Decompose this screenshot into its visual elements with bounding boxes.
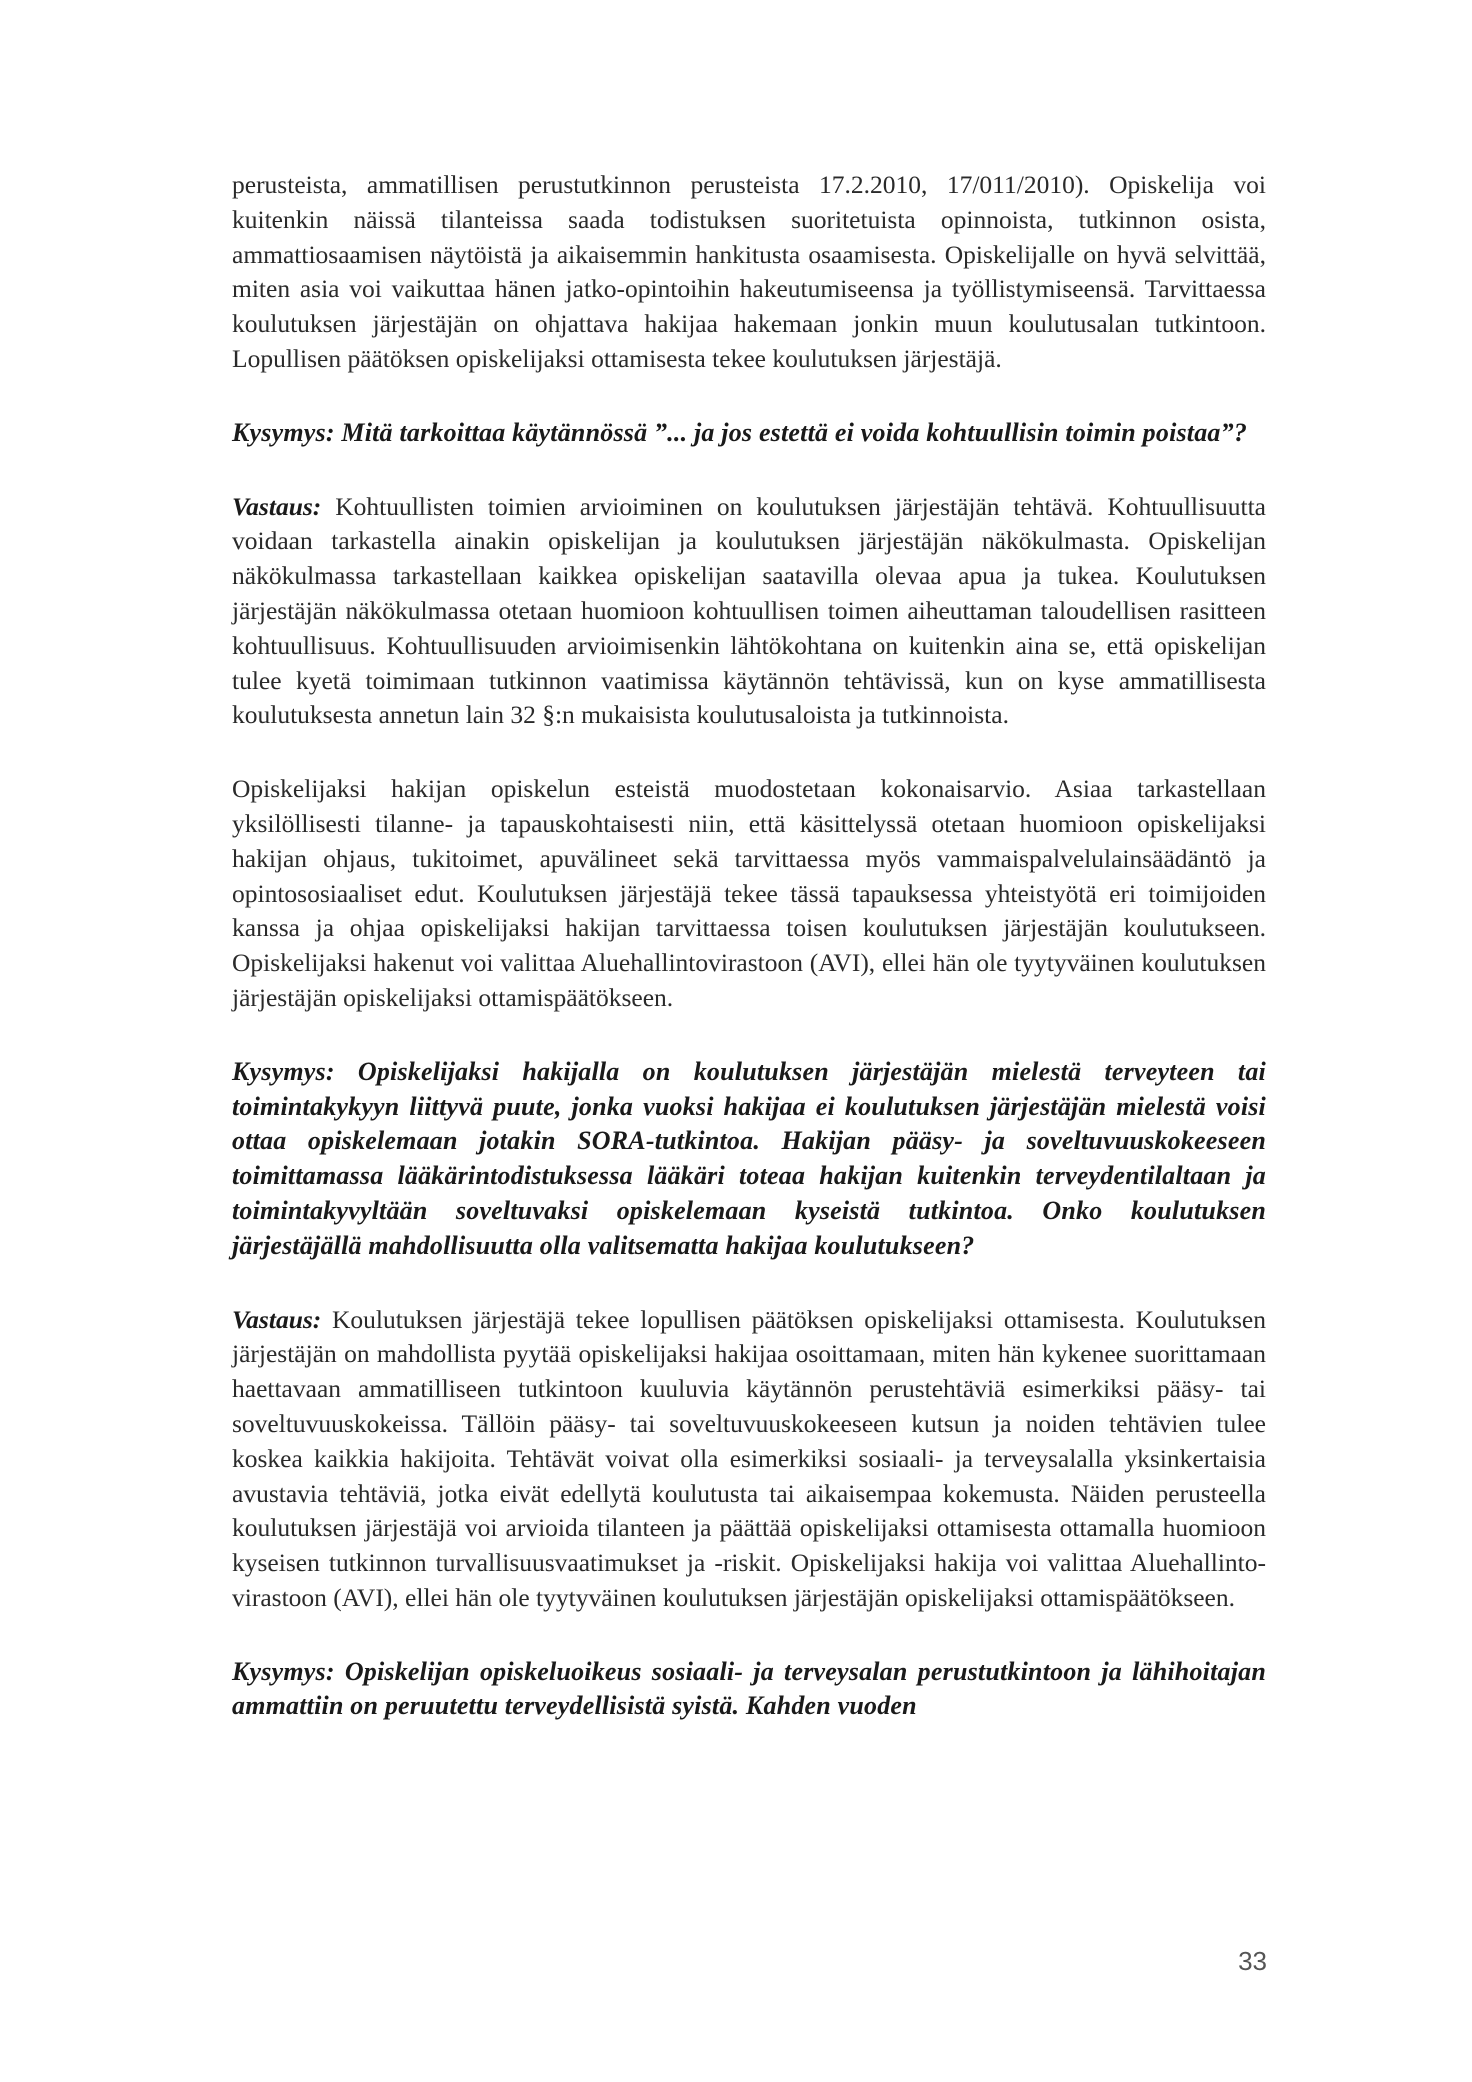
question-1 — [232, 416, 1266, 451]
paragraph-intro — [232, 168, 1266, 377]
question-3 — [232, 1655, 1266, 1725]
answer-label: Vastaus: — [232, 491, 322, 521]
paragraph-assessment — [232, 772, 1266, 1016]
question-text: Kysymys: Opiskelijan opiskeluoikeus sosiaali- ja terveysalan perustutkintoon ja lähihoitajan ammattiin on peruutettu terveydellisistä syistä. Kahden vuoden — [232, 1656, 1266, 1721]
answer-1 — [232, 490, 1266, 734]
answer-text: Koulutuksen järjestäjä tekee lopullisen päätöksen opiskelijaksi ottamisesta. Koulutuksen järjestäjän on mahdollista pyytää opiskelijaksi hakijaa osoittamaan, miten hän kykenee suorittamaan haettavaan ammatilliseen tutkintoon kuuluvia käytännön perustehtäviä esimerkiksi pääsy- tai soveltuvuuskokeissa. Tällöin pääsy- tai soveltuvuuskokeeseen kutsun ja noiden tehtävien tulee koskea kaikkia hakijoita. Tehtävät voivat olla esimerkiksi sosiaali- ja terveysalalla yksinkertaisia avustavia tehtäviä, jotka eivät edellytä koulutusta tai aikaisempaa kokemusta. Näiden perusteella koulutuksen järjestäjä voi arvioida tilanteen ja päättää opiskelijaksi ottamisesta ottamalla huomioon kyseisen tutkinnon turvallisuusvaatimukset ja -riskit. Opiskelijaksi hakija voi valittaa Aluehallintovirastoon (AVI), ellei hän ole tyytyväinen koulutuksen järjestäjän opiskelijaksi ottamispäätökseen. — [232, 1304, 1266, 1612]
question-2 — [232, 1055, 1266, 1264]
question-text: Kysymys: Mitä tarkoittaa käytännössä ”... ja jos estettä ei voida kohtuullisin toimin poistaa”? — [232, 417, 1248, 447]
page-number: 33 — [1238, 1946, 1267, 1976]
paragraph-text: Opiskelijaksi hakijan opiskelun esteistä muodostetaan kokonaisarvio. Asiaa tarkastellaan yksilöllisesti tilanne- ja tapauskohtaisesti niin, että käsittelyssä otetaan huomioon opiskelijaksi hakijan ohjaus, tukitoimet, apuvälineet sekä tarvittaessa myös vammaispalvelulainsäädäntö ja opintososiaaliset edut. Koulutuksen järjestäjä tekee tässä tapauksessa yhteistyötä eri toimijoiden kanssa ja ohjaa opiskelijaksi hakijan tarvittaessa toisen koulutuksen järjestäjän koulutukseen. Opiskelijaksi hakenut voi valittaa Aluehallintovirastoon (AVI), ellei hän ole tyytyväinen koulutuksen järjestäjän opiskelijaksi ottamispäätökseen. — [232, 774, 1266, 1012]
main-text — [232, 168, 1266, 1763]
paragraph-text: perusteista, ammatillisen perustutkinnon perusteista 17.2.2010, 17/011/2010). Opiskelija voi kuitenkin näissä tilanteissa saada todistuksen suoritetuista opinnoista, tutkinnon osista, ammattiosaamisen näytöistä ja aikaisemmin hankitusta osaamisesta. Opiskelijalle on hyvä selvittää, miten asia voi vaikuttaa hänen jatko-opintoihin hakeutumiseensa ja työllistymiseensä. Tarvittaessa koulutuksen järjestäjän on ohjattava hakijaa hakemaan jonkin muun koulutusalan tutkintoon. Lopullisen päätöksen opiskelijaksi ottamisesta tekee koulutuksen järjestäjä. — [232, 170, 1266, 373]
answer-2 — [232, 1303, 1266, 1616]
answer-text: Kohtuullisten toimien arvioiminen on koulutuksen järjestäjän tehtävä. Kohtuullisuutta voidaan tarkastella ainakin opiskelijan ja koulutuksen järjestäjän näkökulmasta. Opiskelijan näkökulmassa tarkastellaan kaikkea opiskelijan saatavilla olevaa apua ja tukea. Koulutuksen järjestäjän näkökulmassa otetaan huomioon kohtuullisen toimen aiheuttaman taloudellisen rasitteen kohtuullisuus. Kohtuullisuuden arvioimisenkin lähtökohtana on kuitenkin aina se, että opiskelijan tulee kyetä toimimaan tutkinnon vaatimissa käytännön tehtävissä, kun on kyse ammatillisesta koulutuksesta annetun lain 32 §:n mukaisista koulutusaloista ja tutkinnoista. — [232, 491, 1266, 730]
answer-label: Vastaus: — [232, 1304, 322, 1334]
question-text: Kysymys: Opiskelijaksi hakijalla on koulutuksen järjestäjän mielestä terveyteen tai toimintakykyyn liittyvä puute, jonka vuoksi hakijaa ei koulutuksen järjestäjän mielestä voisi ottaa opiskelemaan jotakin SORA-tutkintoa. Hakijan pääsy- ja soveltuvuuskokeeseen toimittamassa lääkärintodistuksessa lääkäri toteaa hakijan kuitenkin terveydentilaltaan ja toimintakyvyltään soveltuvaksi opiskelemaan kyseistä tutkintoa. Onko koulutuksen järjestäjällä mahdollisuutta olla valitsematta hakijaa koulutukseen? — [232, 1056, 1266, 1260]
